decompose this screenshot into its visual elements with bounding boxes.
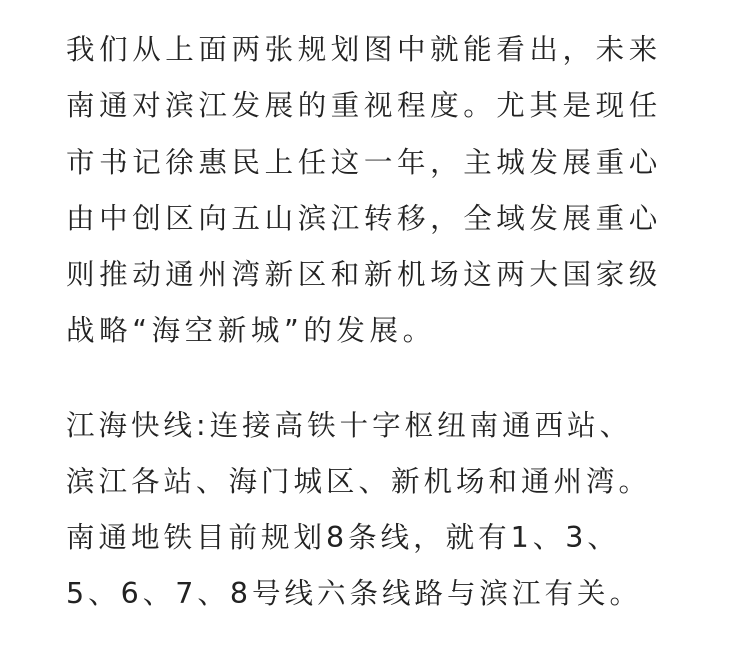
text-line: 南通对滨江发展的重视程度。尤其是现任 bbox=[66, 89, 662, 123]
text-line: 江海快线:连接高铁十字枢纽南通西站、 bbox=[66, 408, 633, 442]
text-line: 由中创区向五山滨江转移，全域发展重心 bbox=[66, 201, 662, 235]
article-body bbox=[66, 22, 706, 622]
text-line: 我们从上面两张规划图中就能看出，未来 bbox=[66, 33, 662, 66]
text-line: 战略“海空新城”的发展。 bbox=[66, 314, 436, 348]
text-line: 市书记徐惠民上任这一年，主城发展重心 bbox=[66, 145, 662, 179]
paragraph-2 bbox=[66, 398, 706, 622]
paragraph-1 bbox=[66, 22, 706, 360]
text-line: 滨江各站、海门城区、新机场和通州湾。 bbox=[66, 464, 652, 498]
text-line: 5、6、7、8号线六条线路与滨江有关。 bbox=[66, 576, 643, 610]
text-line: 则推动通州湾新区和新机场这两大国家级 bbox=[66, 258, 662, 292]
text-line: 南通地铁目前规划8条线，就有1、3、 bbox=[66, 520, 620, 554]
